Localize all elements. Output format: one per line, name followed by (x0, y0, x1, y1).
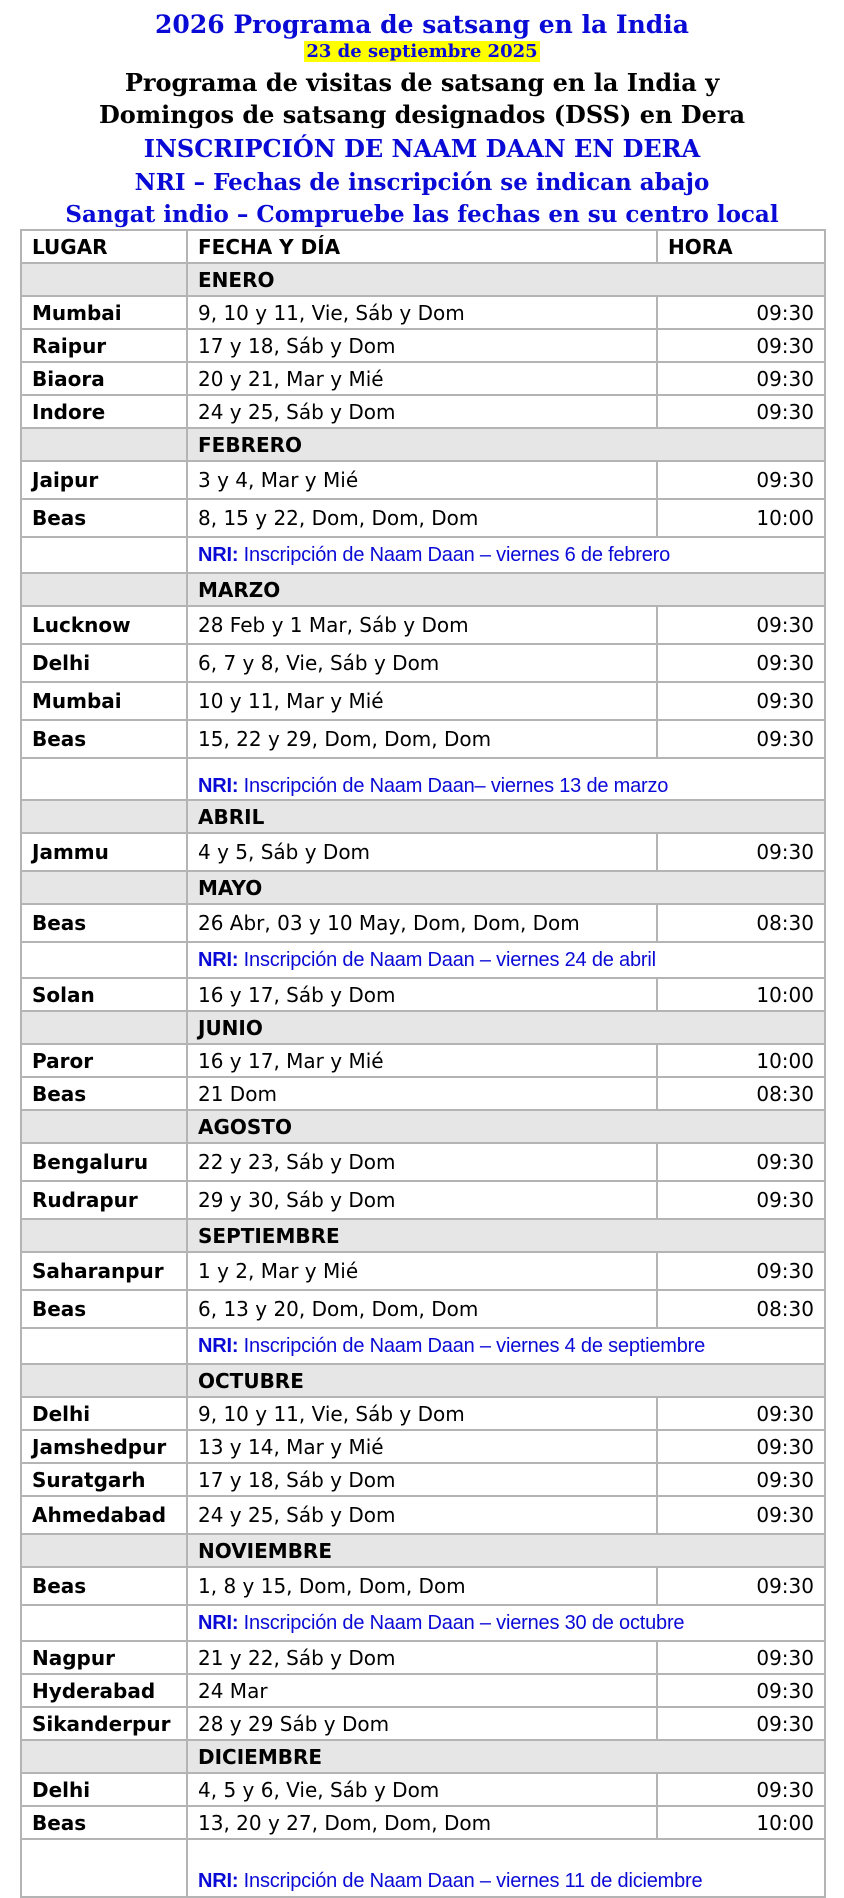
place-cell: Paror (21, 1044, 187, 1077)
date-cell: 17 y 18, Sáb y Dom (187, 1463, 657, 1496)
place-cell: Biaora (21, 362, 187, 395)
place-cell: Beas (21, 1077, 187, 1110)
month-label: ABRIL (187, 800, 825, 833)
date-cell: 6, 7 y 8, Vie, Sáb y Dom (187, 644, 657, 682)
month-label: OCTUBRE (187, 1364, 825, 1397)
place-cell: Raipur (21, 329, 187, 362)
table-row (21, 1496, 825, 1534)
time-cell: 09:30 (657, 1641, 825, 1674)
date-cell: 24 Mar (187, 1674, 657, 1707)
table-row (21, 395, 825, 428)
time-cell: 09:30 (657, 1430, 825, 1463)
naam-daan-heading: INSCRIPCIÓN DE NAAM DAAN EN DERA (143, 134, 701, 163)
place-cell: Beas (21, 720, 187, 758)
month-label: MARZO (187, 573, 825, 606)
month-row-mayo (21, 871, 825, 904)
nri-note (187, 1328, 825, 1364)
month-row-noviembre (21, 1534, 825, 1567)
table-row (21, 1044, 825, 1077)
nri-label: NRI: (198, 949, 239, 971)
place-cell: Delhi (21, 644, 187, 682)
nri-registration-row (21, 1328, 825, 1364)
table-row (21, 296, 825, 329)
table-row (21, 682, 825, 720)
place-cell: Solan (21, 978, 187, 1011)
month-row-marzo (21, 573, 825, 606)
place-cell: Beas (21, 904, 187, 942)
time-cell: 10:00 (657, 499, 825, 537)
month-row-agosto (21, 1110, 825, 1143)
time-cell: 09:30 (657, 1143, 825, 1181)
time-cell: 09:30 (657, 1397, 825, 1430)
time-cell: 09:30 (657, 1707, 825, 1740)
month-row-junio (21, 1011, 825, 1044)
nri-note (187, 537, 825, 573)
date-line (0, 40, 844, 65)
table-row (21, 329, 825, 362)
place-cell: Beas (21, 1567, 187, 1605)
place-cell: Jammu (21, 833, 187, 871)
nri-note (187, 1839, 825, 1897)
month-label: DICIEMBRE (187, 1740, 825, 1773)
date-cell: 9, 10 y 11, Vie, Sáb y Dom (187, 1397, 657, 1430)
month-row-febrero (21, 428, 825, 461)
date-cell: 16 y 17, Mar y Mié (187, 1044, 657, 1077)
nri-note (187, 942, 825, 978)
date-cell: 13, 20 y 27, Dom, Dom, Dom (187, 1806, 657, 1839)
nri-note-text: Inscripción de Naam Daan – viernes 6 de febrero (243, 544, 671, 566)
place-cell: Mumbai (21, 682, 187, 720)
place-cell: Beas (21, 499, 187, 537)
place-cell: Suratgarh (21, 1463, 187, 1496)
month-label: AGOSTO (187, 1110, 825, 1143)
nri-registration-row (21, 758, 825, 800)
time-cell: 09:30 (657, 833, 825, 871)
date-cell: 1, 8 y 15, Dom, Dom, Dom (187, 1567, 657, 1605)
nri-registration-row (21, 1839, 825, 1897)
date-cell: 24 y 25, Sáb y Dom (187, 1496, 657, 1534)
nri-note (187, 1605, 825, 1641)
date-cell: 21 y 22, Sáb y Dom (187, 1641, 657, 1674)
table-row (21, 1430, 825, 1463)
schedule-table (20, 229, 826, 1898)
date-cell: 4, 5 y 6, Vie, Sáb y Dom (187, 1773, 657, 1806)
nri-note-text: Inscripción de Naam Daan– viernes 13 de marzo (243, 775, 669, 797)
column-header-place: LUGAR (21, 230, 187, 263)
page-title: 2026 Programa de satsang en la India (155, 10, 689, 39)
month-label: NOVIEMBRE (187, 1534, 825, 1567)
date-cell: 22 y 23, Sáb y Dom (187, 1143, 657, 1181)
place-cell: Ahmedabad (21, 1496, 187, 1534)
table-row (21, 1707, 825, 1740)
table-row (21, 720, 825, 758)
table-row (21, 1463, 825, 1496)
place-cell: Bengaluru (21, 1143, 187, 1181)
place-cell: Indore (21, 395, 187, 428)
time-cell: 09:30 (657, 1252, 825, 1290)
place-cell: Sikanderpur (21, 1707, 187, 1740)
date-cell: 15, 22 y 29, Dom, Dom, Dom (187, 720, 657, 758)
time-cell: 09:30 (657, 606, 825, 644)
table-row (21, 644, 825, 682)
time-cell: 09:30 (657, 720, 825, 758)
time-cell: 09:30 (657, 1181, 825, 1219)
nri-label: NRI: (198, 1335, 239, 1357)
date-cell: 4 y 5, Sáb y Dom (187, 833, 657, 871)
place-cell: Saharanpur (21, 1252, 187, 1290)
month-row-diciembre (21, 1740, 825, 1773)
month-row-septiembre (21, 1219, 825, 1252)
nri-registration-row (21, 1605, 825, 1641)
nri-registration-row (21, 942, 825, 978)
nri-note-text: Inscripción de Naam Daan – viernes 24 de abril (243, 949, 656, 971)
time-cell: 08:30 (657, 904, 825, 942)
date-cell: 28 y 29 Sáb y Dom (187, 1707, 657, 1740)
time-cell: 09:30 (657, 296, 825, 329)
table-row (21, 1773, 825, 1806)
month-label: SEPTIEMBRE (187, 1219, 825, 1252)
nri-note-text: Inscripción de Naam Daan – viernes 11 de diciembre (243, 1870, 703, 1892)
date-cell: 20 y 21, Mar y Mié (187, 362, 657, 395)
date-cell: 21 Dom (187, 1077, 657, 1110)
table-row (21, 1252, 825, 1290)
nri-label: NRI: (198, 775, 239, 797)
place-cell: Rudrapur (21, 1181, 187, 1219)
date-cell: 10 y 11, Mar y Mié (187, 682, 657, 720)
nri-registration-row (21, 537, 825, 573)
subtitle-line-1: Programa de visitas de satsang en la India y (124, 68, 720, 97)
place-cell: Beas (21, 1290, 187, 1328)
time-cell: 10:00 (657, 978, 825, 1011)
table-row (21, 1674, 825, 1707)
time-cell: 09:30 (657, 329, 825, 362)
nri-label: NRI: (198, 1612, 239, 1634)
date-cell: 17 y 18, Sáb y Dom (187, 329, 657, 362)
place-cell: Beas (21, 1806, 187, 1839)
nri-note-text: Inscripción de Naam Daan – viernes 4 de septiembre (243, 1335, 706, 1357)
time-cell: 09:30 (657, 362, 825, 395)
month-row-abril (21, 800, 825, 833)
time-cell: 09:30 (657, 461, 825, 499)
date-highlight: 23 de septiembre 2025 (306, 41, 538, 62)
subtitle-line-2: Domingos de satsang designados (DSS) en Dera (98, 100, 746, 129)
table-row (21, 1143, 825, 1181)
nri-note-heading: NRI – Fechas de inscripción se indican abajo (134, 169, 710, 196)
place-cell: Delhi (21, 1397, 187, 1430)
date-cell: 1 y 2, Mar y Mié (187, 1252, 657, 1290)
time-cell: 08:30 (657, 1290, 825, 1328)
table-row (21, 461, 825, 499)
place-cell: Hyderabad (21, 1674, 187, 1707)
month-label: FEBRERO (187, 428, 825, 461)
month-row-octubre (21, 1364, 825, 1397)
column-header-date: FECHA Y DÍA (187, 230, 657, 263)
time-cell: 09:30 (657, 395, 825, 428)
table-row (21, 1397, 825, 1430)
time-cell: 09:30 (657, 682, 825, 720)
place-cell: Nagpur (21, 1641, 187, 1674)
time-cell: 09:30 (657, 1567, 825, 1605)
indian-sangat-note: Sangat indio – Compruebe las fechas en su centro local (65, 201, 779, 228)
date-cell: 8, 15 y 22, Dom, Dom, Dom (187, 499, 657, 537)
time-cell: 10:00 (657, 1806, 825, 1839)
nri-note-text: Inscripción de Naam Daan – viernes 30 de octubre (243, 1612, 685, 1634)
time-cell: 08:30 (657, 1077, 825, 1110)
time-cell: 09:30 (657, 1496, 825, 1534)
table-row (21, 362, 825, 395)
nri-note (187, 758, 825, 800)
table-row (21, 1077, 825, 1110)
date-cell: 6, 13 y 20, Dom, Dom, Dom (187, 1290, 657, 1328)
time-cell: 10:00 (657, 1044, 825, 1077)
time-cell: 09:30 (657, 1773, 825, 1806)
date-cell: 13 y 14, Mar y Mié (187, 1430, 657, 1463)
table-header-row (21, 230, 825, 263)
table-row (21, 606, 825, 644)
table-row (21, 1567, 825, 1605)
column-header-time: HORA (657, 230, 825, 263)
date-cell: 26 Abr, 03 y 10 May, Dom, Dom, Dom (187, 904, 657, 942)
date-cell: 9, 10 y 11, Vie, Sáb y Dom (187, 296, 657, 329)
date-cell: 3 y 4, Mar y Mié (187, 461, 657, 499)
table-row (21, 499, 825, 537)
time-cell: 09:30 (657, 644, 825, 682)
month-row-enero (21, 263, 825, 296)
place-cell: Jaipur (21, 461, 187, 499)
table-row (21, 1181, 825, 1219)
date-cell: 28 Feb y 1 Mar, Sáb y Dom (187, 606, 657, 644)
table-row (21, 978, 825, 1011)
place-cell: Mumbai (21, 296, 187, 329)
nri-label: NRI: (198, 544, 239, 566)
nri-label: NRI: (198, 1870, 239, 1892)
month-label: JUNIO (187, 1011, 825, 1044)
place-cell: Jamshedpur (21, 1430, 187, 1463)
table-row (21, 904, 825, 942)
date-cell: 16 y 17, Sáb y Dom (187, 978, 657, 1011)
table-row (21, 1641, 825, 1674)
place-cell: Lucknow (21, 606, 187, 644)
time-cell: 09:30 (657, 1463, 825, 1496)
table-row (21, 833, 825, 871)
time-cell: 09:30 (657, 1674, 825, 1707)
month-label: MAYO (187, 871, 825, 904)
date-cell: 24 y 25, Sáb y Dom (187, 395, 657, 428)
table-row (21, 1806, 825, 1839)
date-cell: 29 y 30, Sáb y Dom (187, 1181, 657, 1219)
place-cell: Delhi (21, 1773, 187, 1806)
month-label: ENERO (187, 263, 825, 296)
table-row (21, 1290, 825, 1328)
